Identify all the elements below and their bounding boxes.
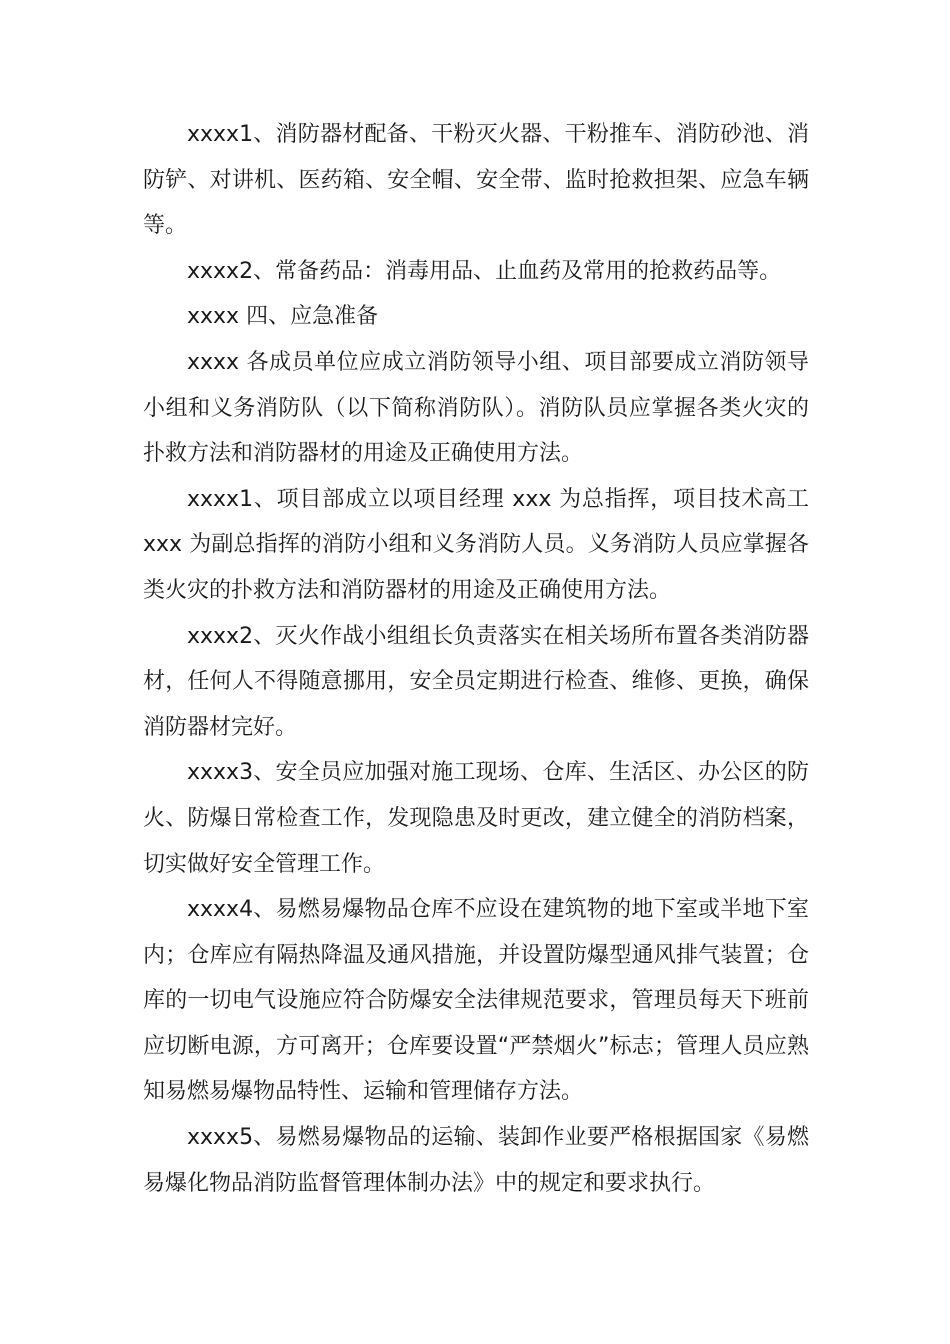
paragraph-fire-team: xxxx 各成员单位应成立消防领导小组、项目部要成立消防领导小组和义务消防队（以下简称消防队）。消防队员应掌握各类火灾的扑救方法和消防器材的用途及正确使用方法。	[143, 349, 809, 467]
paragraph-equipment: xxxx1、消防器材配备、干粉灭火器、干粉推车、消防砂池、消防铲、对讲机、医药箱、安全帽、安全带、监时抢救担架、应急车辆等。	[143, 122, 809, 239]
paragraph-transport-rules: xxxx5、易燃易爆物品的运输、装卸作业要严格根据国家《易燃易爆化物品消防监督管理体制办法》中的规定和要求执行。	[143, 1125, 809, 1196]
paragraph-medicine: xxxx2、常备药品：消毒用品、止血药及常用的抢救药品等。	[187, 258, 782, 284]
paragraph-equipment-maintenance: xxxx2、灭火作战小组组长负责落实在相关场所布置各类消防器材，任何人不得随意挪用，安全员定期进行检查、维修、更换，确保消防器材完好。	[143, 623, 809, 740]
section-heading-emergency-prep: xxxx 四、应急准备	[187, 304, 379, 330]
paragraph-warehouse-rules: xxxx4、易燃易爆物品仓库不应设在建筑物的地下室或半地下室内；仓库应有隔热降温及通风措施，并设置防爆型通风排气装置；仓库的一切电气设施应符合防爆安全法律规范要求，管理员每天下班前应切断电源，方可离开；仓库要设置“严禁烟火”标志；管理人员应熟知易燃易爆物品特性、运输和管理储存方法。	[143, 897, 809, 1105]
paragraph-safety-inspection: xxxx3、安全员应加强对施工现场、仓库、生活区、办公区的防火、防爆日常检查工作，发现隐患及时更改，建立健全的消防档案，切实做好安全管理工作。	[143, 760, 809, 877]
paragraph-command-structure: xxxx1、项目部成立以项目经理 xxx 为总指挥，项目技术高工 xxx 为副总指挥的消防小组和义务消防人员。义务消防人员应掌握各类火灾的扑救方法和消防器材的用途及正确使用方法。	[143, 486, 809, 603]
document-body	[143, 112, 809, 1206]
